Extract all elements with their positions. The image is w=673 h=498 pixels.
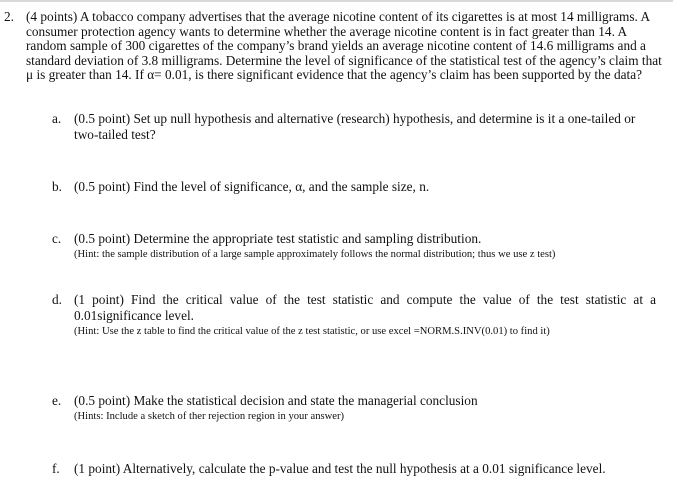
subquestion-body: [74, 179, 656, 195]
question-text: (4 points) A tobacco company advertises that the average nicotine content of its cigarettes is at most 14 milligrams. A consumer protection agency wants to determine whether the average nicotine content is in fact greater than 14. A random sample of 300 cigarettes of the company’s brand yields an average nicotine content of 14.6 milligrams and a standard deviation of 3.8 milligrams. Determine the level of significance of the statistical test of the agency’s claim that μ is greater than 14. If α= 0.01, is there significant evidence that the agency’s claim has been supported by the data?: [26, 9, 662, 83]
subquestion-letter: f.: [52, 461, 60, 476]
subquestion-b: [52, 179, 656, 195]
subquestion-letter: d.: [52, 292, 62, 307]
subquestion-a: [52, 111, 656, 143]
subquestion-body: [74, 393, 656, 423]
top-divider: [0, 0, 673, 2]
subquestion-body: [74, 292, 656, 338]
subquestion-d: [52, 292, 656, 338]
subquestion-letter: b.: [52, 179, 62, 194]
subquestion-body: [74, 461, 656, 477]
subquestion-hint: (Hints: Include a sketch of ther rejection region in your answer): [74, 411, 345, 422]
subquestion-text: (0.5 point) Determine the appropriate test statistic and sampling distribution.: [74, 231, 482, 246]
subquestion-hint: (Hint: the sample distribution of a large sample approximately follows the normal distribution; thus we use z test): [74, 249, 556, 260]
subquestion-f: [52, 461, 656, 477]
question-header: [4, 10, 666, 83]
subquestion-body: [74, 231, 656, 261]
subquestion-letter: e.: [52, 393, 62, 408]
subquestion-letter: c.: [52, 231, 62, 246]
subquestion-text: (0.5 point) Set up null hypothesis and alternative (research) hypothesis, and determine is it a one-tailed or two-tailed test?: [74, 111, 636, 142]
subquestion-e: [52, 393, 656, 423]
subquestion-text: (0.5 point) Make the statistical decision and state the managerial conclusion: [74, 393, 478, 408]
subquestion-text: (1 point) Find the critical value of the test statistic and compute the value of the test statistic at a 0.01significance level.: [74, 292, 656, 323]
subquestion-c: [52, 231, 656, 261]
subquestion-text: (1 point) Alternatively, calculate the p-value and test the null hypothesis at a 0.01 significance level.: [74, 461, 606, 476]
subquestion-letter: a.: [52, 111, 62, 126]
subquestion-text: (0.5 point) Find the level of significance, α, and the sample size, n.: [74, 179, 430, 194]
question-number: 2.: [4, 9, 14, 24]
subquestion-hint: (Hint: Use the z table to find the critical value of the z test statistic, or use excel =NORM.S.INV(0.01) to find it): [74, 326, 550, 337]
question-2: [4, 10, 666, 83]
subquestion-body: [74, 111, 656, 143]
